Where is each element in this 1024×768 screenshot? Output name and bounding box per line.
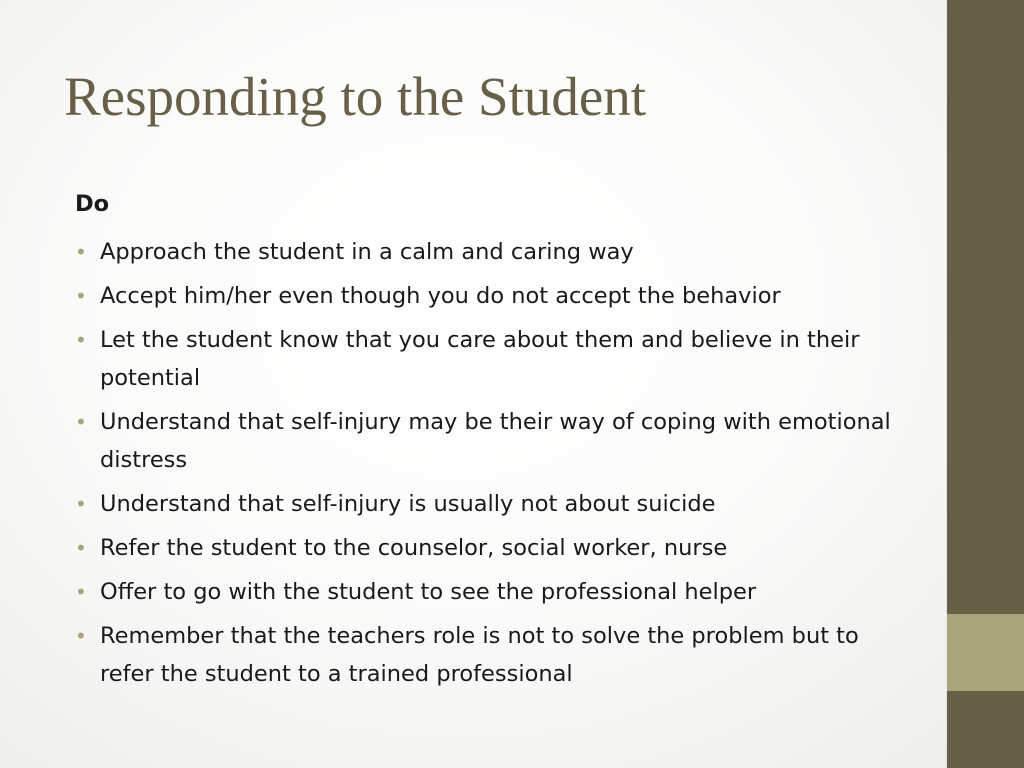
bullet-text: Approach the student in a calm and caring way [100,239,634,265]
bullet-icon: • [75,328,87,352]
bullet-item [75,403,905,479]
slide-title: Responding to the Student [64,66,647,127]
decorative-sidebar [946,0,1024,768]
bullet-icon: • [75,580,87,604]
bullet-text: Offer to go with the student to see the professional helper [100,579,757,605]
bullet-icon: • [75,536,87,560]
bullet-item [75,485,905,523]
bullet-item [75,321,905,397]
bullet-text: Remember that the teachers role is not to solve the problem but to refer the student to a trained professional [100,623,859,687]
section-heading: Do [75,191,110,217]
bullet-text: Accept him/her even though you do not accept the behavior [100,283,781,309]
bullet-item [75,277,905,315]
bullet-icon: • [75,410,87,434]
slide-body [75,187,905,699]
bullet-item [75,573,905,611]
bullet-icon: • [75,492,87,516]
bullet-item [75,617,905,693]
bullet-item [75,529,905,567]
bullet-icon: • [75,284,87,308]
bullet-list [75,233,905,693]
sidebar-accent-block [947,614,1024,691]
bullet-text: Understand that self-injury is usually not about suicide [100,491,716,517]
bullet-text: Refer the student to the counselor, social worker, nurse [100,535,728,561]
bullet-text: Let the student know that you care about them and believe in their potential [100,327,860,391]
bullet-item [75,233,905,271]
bullet-icon: • [75,624,87,648]
bullet-icon: • [75,240,87,264]
bullet-text: Understand that self-injury may be their way of coping with emotional distress [100,409,891,473]
